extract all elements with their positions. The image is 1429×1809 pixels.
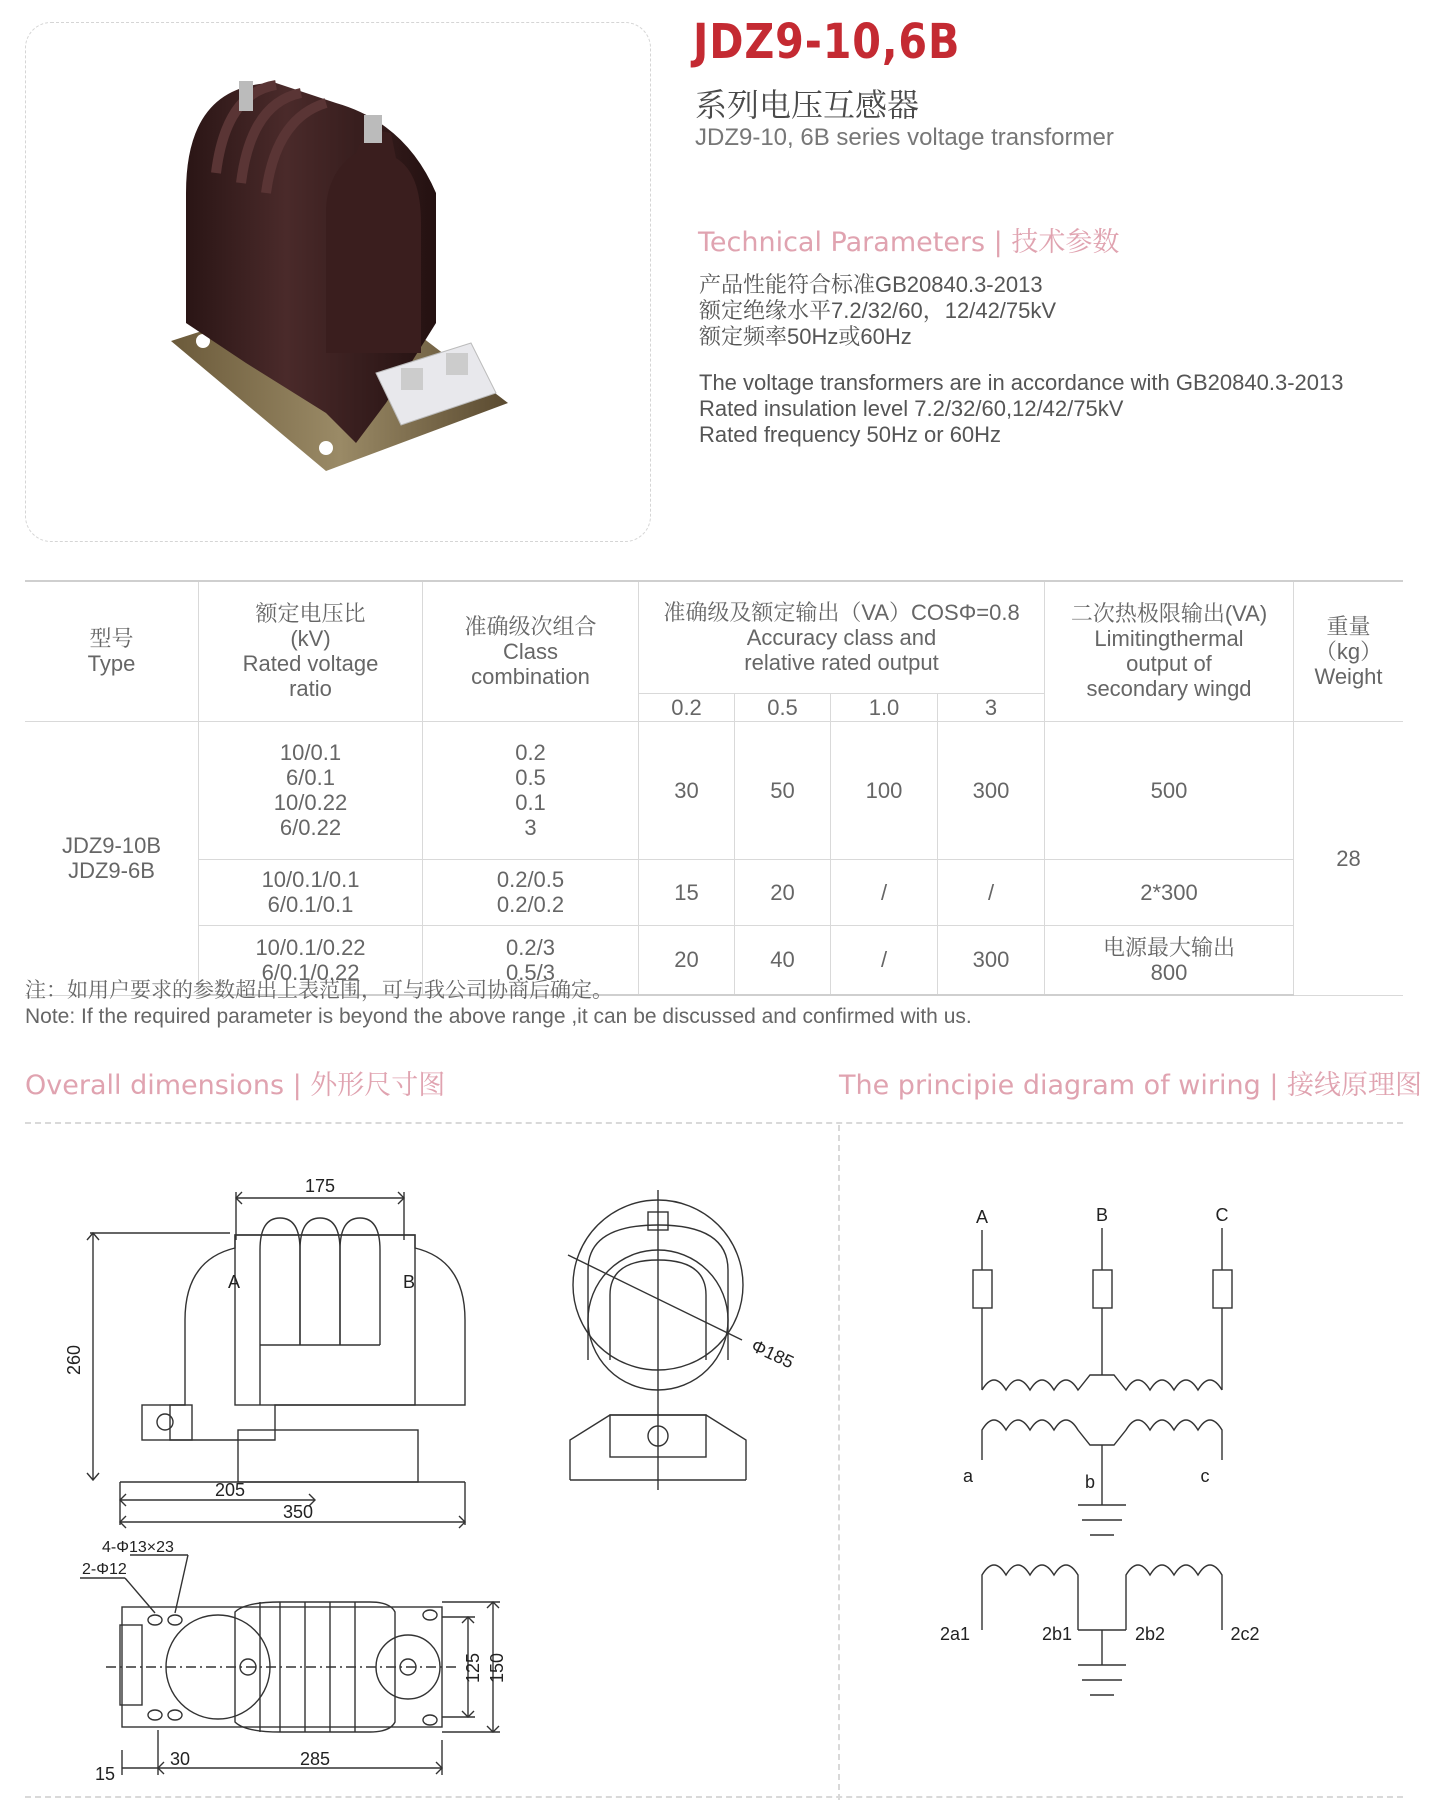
series-title-cn: 系列电压互感器 [695, 86, 920, 124]
header-type: 型号 Type [25, 581, 199, 721]
header-class-10: 1.0 [831, 693, 938, 721]
terminal-2c2: 2c2 [1230, 1624, 1260, 1644]
divider [838, 1125, 840, 1800]
terminal-B: B [1095, 1205, 1109, 1225]
tech-params [699, 272, 1343, 448]
dimensions-heading: Overall dimensions | 外形尺寸图 [25, 1070, 446, 1101]
ratio-cell: 10/0.1 6/0.1 10/0.22 6/0.22 [199, 721, 423, 859]
dim-diameter: Φ185 [748, 1335, 798, 1373]
model-title: JDZ9-10,6B [693, 14, 961, 70]
class-cell: 0.2/3 0.5/3 [423, 925, 639, 995]
param-line: Rated frequency 50Hz or 60Hz [699, 422, 1002, 447]
terminal-2a1: 2a1 [939, 1624, 971, 1644]
header-weight: 重量 （kg） Weight [1294, 581, 1404, 721]
side-view [568, 1190, 746, 1490]
table-row [25, 859, 1403, 925]
value-cell: 50 [735, 721, 831, 859]
terminal-C: C [1215, 1205, 1229, 1225]
terminal-b: b [1084, 1472, 1096, 1492]
header-class-02: 0.2 [639, 693, 735, 721]
dim-205: 205 [214, 1480, 246, 1500]
value-cell: 100 [831, 721, 938, 859]
class-cell: 0.2 0.5 0.1 3 [423, 721, 639, 859]
footnote [25, 978, 972, 1030]
thermal-cell: 电源最大输出 800 [1045, 925, 1294, 995]
value-cell: 20 [639, 925, 735, 995]
header-class: 准确级次组合 Class combination [423, 581, 639, 721]
wiring-heading: The principie diagram of wiring | 接线原理图 [839, 1070, 1422, 1101]
tech-params-heading: Technical Parameters | 技术参数 [698, 227, 1120, 258]
dim-175: 175 [304, 1176, 336, 1196]
terminal-b-label: B [403, 1272, 416, 1292]
divider [25, 1796, 1403, 1798]
value-cell: / [831, 925, 938, 995]
wiring-diagram [940, 1190, 1260, 1730]
secondary-winding [982, 1420, 1222, 1535]
terminal-A: A [975, 1207, 989, 1227]
ratio-cell: 10/0.1/0.22 6/0.1/0.22 [199, 925, 423, 995]
thermal-cell: 2*300 [1045, 859, 1294, 925]
header-thermal: 二次热极限输出(VA) Limitingthermal output of secondary wingd [1045, 581, 1294, 721]
divider [25, 1122, 1403, 1124]
terminal-c: c [1200, 1466, 1210, 1486]
terminal-2b1: 2b1 [1041, 1624, 1073, 1644]
header-output: 准确级及额定输出（VA）COSΦ=0.8 Accuracy class and relative rated output [639, 581, 1045, 693]
value-cell: / [938, 859, 1045, 925]
footnote-cn: 注：如用户要求的参数超出上表范围，可与我公司协商后确定。 [25, 979, 613, 1002]
dimension-drawing [64, 1160, 810, 1790]
spec-table [25, 580, 1403, 996]
dim-150: 150 [487, 1652, 507, 1683]
class-cell: 0.2/0.5 0.2/0.2 [423, 859, 639, 925]
dim-15: 15 [94, 1764, 116, 1784]
value-cell: 300 [938, 925, 1045, 995]
thermal-cell: 500 [1045, 721, 1294, 859]
terminal-a-label: A [228, 1272, 241, 1292]
value-cell: 30 [639, 721, 735, 859]
header-class-3: 3 [938, 693, 1045, 721]
series-title-en: JDZ9-10, 6B series voltage transformer [695, 124, 1114, 151]
header-ratio: 额定电压比 (kV) Rated voltage ratio [199, 581, 423, 721]
dim-260: 260 [64, 1344, 84, 1376]
header-class-05: 0.5 [735, 693, 831, 721]
terminal-a: a [962, 1466, 974, 1486]
dim-350: 350 [282, 1502, 314, 1522]
param-line: 产品性能符合标准GB20840.3-2013 [699, 272, 1043, 297]
front-view [87, 1192, 465, 1528]
model-cell: JDZ9-10B JDZ9-6B [25, 721, 199, 995]
param-line: The voltage transformers are in accordance with GB20840.3-2013 [699, 370, 1344, 395]
dim-125: 125 [463, 1652, 483, 1683]
table-row [25, 721, 1403, 859]
ratio-cell: 10/0.1/0.1 6/0.1/0.1 [199, 859, 423, 925]
top-view [80, 1555, 500, 1775]
weight-cell: 28 [1294, 721, 1404, 995]
param-line: 额定频率50Hz或60Hz [699, 324, 912, 349]
transformer-photo [26, 23, 650, 541]
primary-winding [973, 1228, 1232, 1390]
dim-30: 30 [170, 1749, 191, 1769]
footnote-en: Note: If the required parameter is beyond the above range ,it can be discussed and confirmed with us. [25, 1005, 972, 1028]
value-cell: 40 [735, 925, 831, 995]
value-cell: / [831, 859, 938, 925]
value-cell: 20 [735, 859, 831, 925]
value-cell: 15 [639, 859, 735, 925]
auxiliary-winding [982, 1565, 1222, 1695]
dim-285: 285 [299, 1749, 331, 1769]
value-cell: 300 [938, 721, 1045, 859]
param-line: Rated insulation level 7.2/32/60,12/42/75kV [699, 396, 1124, 421]
param-line: 额定绝缘水平7.2/32/60，12/42/75kV [699, 298, 1057, 323]
holes-label-2: 2-Φ12 [82, 1561, 127, 1578]
product-photo-frame [25, 22, 651, 542]
terminal-2b2: 2b2 [1134, 1624, 1166, 1644]
holes-label-1: 4-Φ13×23 [102, 1539, 174, 1556]
